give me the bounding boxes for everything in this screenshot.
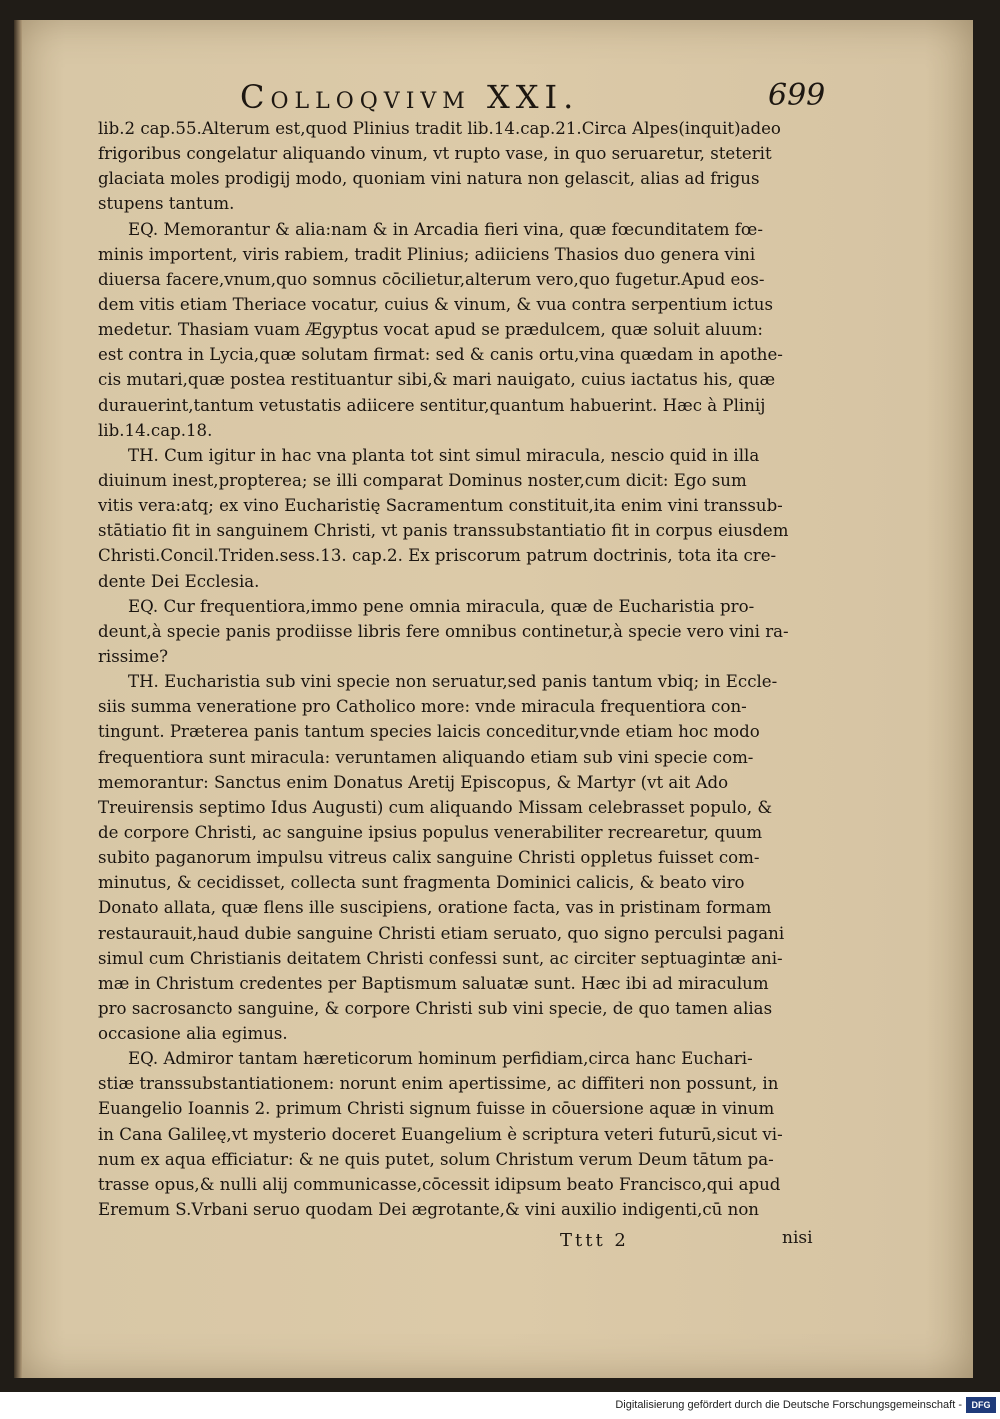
- text-line: glaciata moles prodigij modo, quoniam vini natura non gelascit, alias ad frigus: [98, 169, 760, 189]
- signature-mark: Tttt 2: [560, 1230, 629, 1251]
- text-line: medetur. Thasiam vuam Ægyptus vocat apud se prædulcem, quæ soluit aluum:: [98, 320, 763, 340]
- text-line: vitis vera:atq; ex vino Eucharistię Sacramentum constituit,ita enim vini transsub-: [98, 496, 783, 516]
- text-line: lib.2 cap.55.Alterum est,quod Plinius tradit lib.14.cap.21.Circa Alpes(inquit)adeo: [98, 119, 781, 138]
- text-line: diuinum inest,propterea; se illi comparat Dominus noster,cum dicit: Ego sum: [98, 470, 747, 490]
- text-line: rissime?: [98, 646, 169, 666]
- text-line: EQ. Cur frequentiora,immo pene omnia miracula, quæ de Eucharistia pro-: [128, 596, 755, 616]
- text-line: num ex aqua efficiatur: & ne quis putet, solum Christum verum Deum tātum pa-: [98, 1149, 774, 1169]
- text-line: est contra in Lycia,quæ solutam firmat: sed & canis ortu,vina quædam in apothe-: [98, 345, 783, 365]
- text-line: Donato allata, quæ flens ille suscipiens, oratione facta, vas in pristinam formam: [98, 898, 772, 918]
- catchword: nisi: [782, 1228, 813, 1248]
- text-line: tingunt. Præterea panis tantum species laicis conceditur,vnde etiam hoc modo: [98, 722, 760, 742]
- text-line: trasse opus,& nulli alij communicasse,cōcessit idipsum beato Francisco,qui apud: [98, 1174, 781, 1194]
- text-line: dente Dei Ecclesia.: [98, 571, 260, 591]
- running-head: Colloqvivm XXI.: [240, 78, 580, 116]
- text-line: occasione alia egimus.: [98, 1024, 288, 1044]
- text-line: frigoribus congelatur aliquando vinum, vt rupto vase, in quo seruaretur, steterit: [98, 144, 772, 164]
- dfg-logo: DFG: [966, 1397, 996, 1413]
- text-line: in Cana Galileę,vt mysterio doceret Euangelium è scriptura veteri futurū,sicut vi-: [98, 1124, 783, 1144]
- text-line: simul cum Christianis deitatem Christi confessi sunt, ac circiter septuagintæ ani-: [98, 948, 783, 968]
- text-line: Eremum S.Vrbani seruo quodam Dei ægrotante,& vini auxilio indigenti,cū non: [98, 1200, 759, 1220]
- text-line: pro sacrosancto sanguine, & corpore Christi sub vini specie, de quo tamen alias: [98, 998, 773, 1018]
- text-line: Euangelio Ioannis 2. primum Christi signum fuisse in cōuersione aquæ in vinum: [98, 1099, 775, 1119]
- page-number: 699: [768, 78, 826, 113]
- text-line: memorantur: Sanctus enim Donatus Aretij Episcopus, & Martyr (vt ait Ado: [98, 772, 729, 792]
- text-line: cis mutari,quæ postea restituantur sibi,& mari nauigato, cuius iactatus his, quæ: [98, 370, 776, 390]
- text-line: durauerint,tantum vetustatis adiicere sentitur,quantum habuerint. Hæc à Plinij: [98, 395, 766, 415]
- text-line: stātiatio fit in sanguinem Christi, vt panis transsubstantiatio fit in corpus eiusdem: [98, 521, 789, 541]
- text-line: stiæ transsubstantiationem: norunt enim apertissime, ac diffiteri non possunt, in: [98, 1074, 779, 1094]
- text-line: diuersa facere,vnum,quo somnus cōcilietur,alterum vero,quo fugetur.Apud eos-: [98, 269, 765, 289]
- body-text: [98, 116, 820, 1222]
- digitization-notice: Digitalisierung gefördert durch die Deutsche Forschungsgemeinschaft -: [615, 1399, 962, 1411]
- text-line: TH. Eucharistia sub vini specie non seruatur,sed panis tantum vbiq; in Eccle-: [128, 672, 778, 692]
- text-line: siis summa veneratione pro Catholico more: vnde miracula frequentiora con-: [98, 697, 747, 717]
- text-line: dem vitis etiam Theriace vocatur, cuius & vinum, & vua contra serpentium ictus: [98, 294, 773, 314]
- text-line: frequentiora sunt miracula: veruntamen aliquando etiam sub vini specie com-: [98, 747, 754, 767]
- text-line: minis importent, viris rabiem, tradit Plinius; adiiciens Thasios duo genera vini: [98, 244, 756, 264]
- text-line: Christi.Concil.Triden.sess.13. cap.2. Ex priscorum patrum doctrinis, tota ita cre-: [98, 546, 777, 566]
- text-line: minutus, & cecidisset, collecta sunt fragmenta Dominici calicis, & beato viro: [98, 873, 745, 893]
- text-line: de corpore Christi, ac sanguine ipsius populus venerabiliter recrearetur, quum: [98, 822, 763, 842]
- text-line: stupens tantum.: [98, 194, 235, 214]
- binding-shadow: [14, 20, 22, 1378]
- text-line: mæ in Christum credentes per Baptismum saluatæ sunt. Hæc ibi ad miraculum: [98, 973, 769, 993]
- text-line: lib.14.cap.18.: [98, 420, 213, 440]
- text-line: restaurauit,haud dubie sanguine Christi etiam seruato, quo signo perculsi pagani: [98, 923, 785, 943]
- digitization-footer: [0, 1392, 1000, 1419]
- text-line: subito paganorum impulsu vitreus calix sanguine Christi oppletus fuisset com-: [98, 848, 760, 868]
- text-line: deunt,à specie panis prodiisse libris fere omnibus continetur,à specie vero vini ra-: [98, 621, 789, 641]
- text-line: Treuirensis septimo Idus Augusti) cum aliquando Missam celebrasset populo, &: [98, 797, 773, 817]
- text-line: EQ. Admiror tantam hæreticorum hominum perfidiam,circa hanc Euchari-: [128, 1049, 753, 1069]
- text-line: TH. Cum igitur in hac vna planta tot sint simul miracula, nescio quid in illa: [128, 445, 760, 465]
- text-line: EQ. Memorantur & alia:nam & in Arcadia fieri vina, quæ fœcunditatem fœ-: [128, 219, 763, 239]
